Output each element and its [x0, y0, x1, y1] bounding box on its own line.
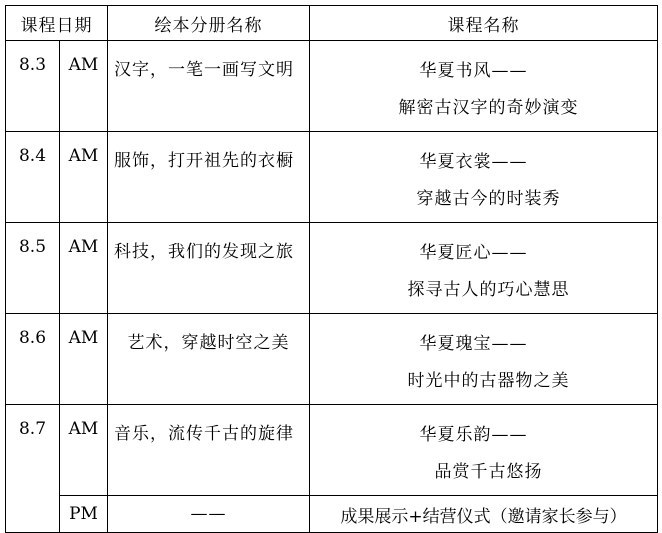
book-name-cell: 服饰，打开祖先的衣橱 [108, 132, 310, 223]
book-name-cell: 艺术，穿越时空之美 [108, 314, 310, 405]
date-cell: 8.3 [6, 41, 60, 132]
header-course-date: 课程日期 [6, 6, 108, 41]
course-subtitle: 探寻古人的巧心慧思 [407, 280, 570, 300]
course-subtitle: 时光中的古器物之美 [407, 371, 570, 391]
book-name-cell: 音乐，流传千古的旋律 [108, 405, 310, 496]
course-name-cell: 成果展示+结营仪式（邀请家长参与） [310, 496, 658, 533]
course-title: 华夏衣裳—— [419, 152, 528, 172]
book-name-cell: —— [108, 496, 310, 533]
table-row [6, 223, 658, 314]
date-cell: 8.6 [6, 314, 60, 405]
header-row [6, 6, 658, 41]
course-name-cell [310, 132, 658, 223]
table-row-pm [6, 496, 658, 533]
time-cell: AM [60, 132, 108, 223]
table-row [6, 405, 658, 496]
date-cell: 8.5 [6, 223, 60, 314]
book-name-cell: 科技，我们的发现之旅 [108, 223, 310, 314]
course-name-cell [310, 223, 658, 314]
course-name-cell [310, 314, 658, 405]
time-cell: AM [60, 405, 108, 496]
header-book-name: 绘本分册名称 [108, 6, 310, 41]
date-cell: 8.4 [6, 132, 60, 223]
course-schedule-table [5, 5, 658, 533]
table-row [6, 314, 658, 405]
course-subtitle: 品赏千古悠扬 [434, 462, 543, 482]
course-subtitle: 穿越古今的时装秀 [416, 189, 561, 209]
date-cell: 8.7 [6, 405, 60, 533]
course-name-cell [310, 405, 658, 496]
book-name-cell: 汉字，一笔一画写文明 [108, 41, 310, 132]
time-cell: PM [60, 496, 108, 533]
header-course-name: 课程名称 [310, 6, 658, 41]
time-cell: AM [60, 223, 108, 314]
time-cell: AM [60, 41, 108, 132]
course-name-cell [310, 41, 658, 132]
time-cell: AM [60, 314, 108, 405]
course-subtitle: 解密古汉字的奇妙演变 [398, 98, 579, 118]
course-title: 华夏瑰宝—— [419, 334, 528, 354]
table-row [6, 132, 658, 223]
course-title: 华夏乐韵—— [419, 425, 528, 445]
course-title: 华夏匠心—— [419, 243, 528, 263]
course-title: 华夏书风—— [419, 61, 528, 81]
table-row [6, 41, 658, 132]
